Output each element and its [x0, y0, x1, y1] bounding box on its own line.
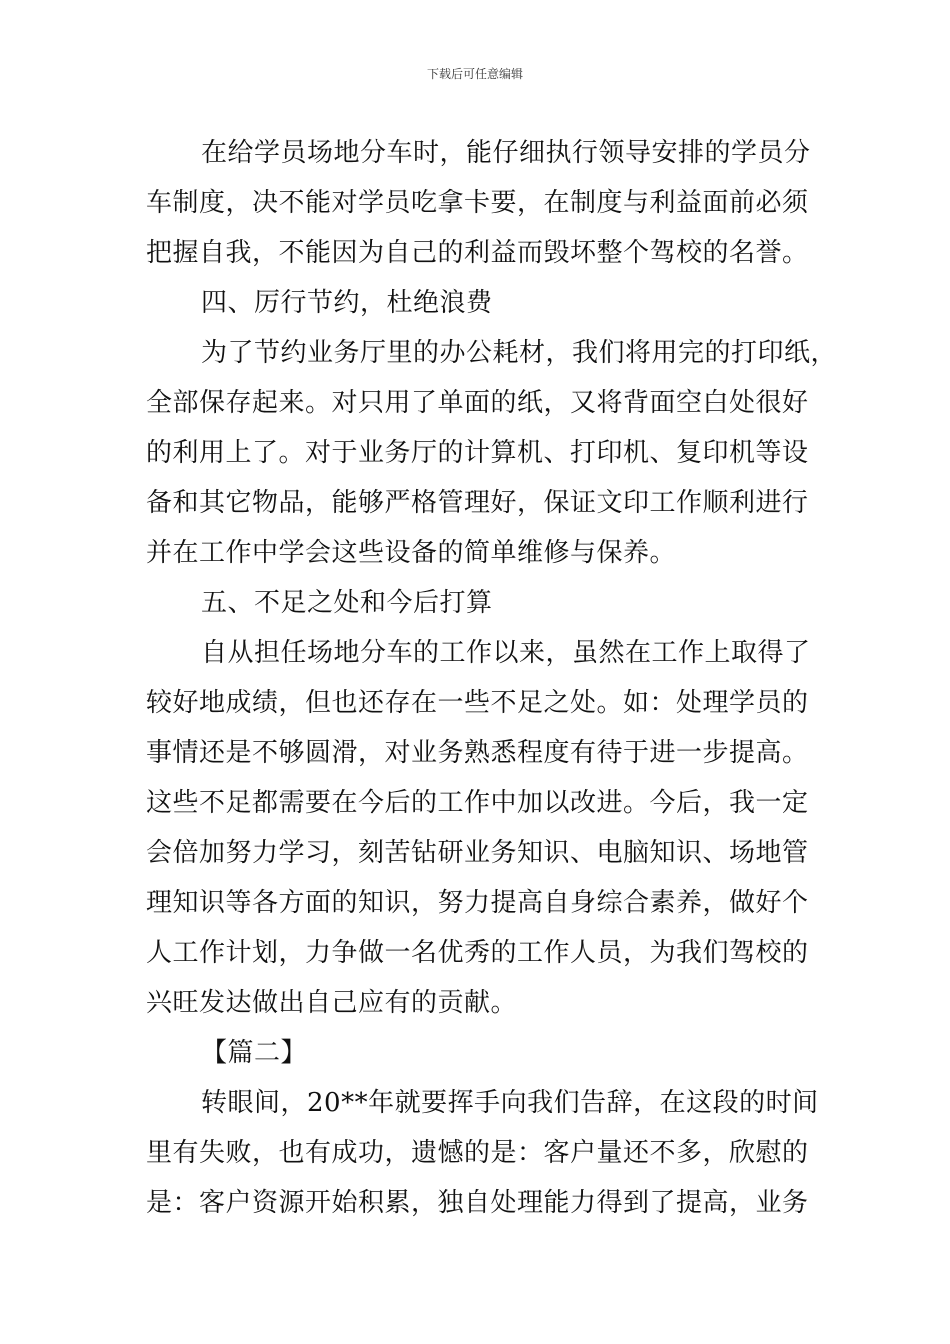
paragraph-line: 兴旺发达做出自己应有的贡献。: [146, 988, 518, 1018]
paragraph-line: 会倍加努力学习，刻苦钻研业务知识、电脑知识、场地管: [146, 838, 809, 868]
paragraph-line: 的利用上了。对于业务厅的计算机、打印机、复印机等设: [146, 438, 809, 468]
paragraph-line: 为了节约业务厅里的办公耗材，我们将用完的打印纸，: [201, 338, 838, 368]
document-body: [146, 128, 838, 1228]
paragraph-line: 理知识等各方面的知识，努力提高自身综合素养，做好个: [146, 888, 809, 918]
paragraph-line: 是：客户资源开始积累，独自处理能力得到了提高，业务: [146, 1188, 809, 1218]
paragraph-line: 事情还是不够圆滑，对业务熟悉程度有待于进一步提高。: [146, 738, 809, 768]
paragraph-line: 自从担任场地分车的工作以来，虽然在工作上取得了: [201, 638, 811, 668]
paragraph-line: 转眼间，20**年就要挥手向我们告辞，在这段的时间: [201, 1088, 819, 1118]
paragraph-line: 车制度，决不能对学员吃拿卡要，在制度与利益面前必须: [146, 188, 809, 218]
page-header: 下载后可任意编辑: [426, 67, 523, 81]
paragraph-line: 把握自我，不能因为自己的利益而毁坏整个驾校的名誉。: [146, 238, 809, 268]
paragraph-line: 里有失败，也有成功，遗憾的是：客户量还不多，欣慰的: [146, 1138, 809, 1168]
paragraph-line: 较好地成绩，但也还存在一些不足之处。如：处理学员的: [146, 688, 809, 718]
paragraph-line: 人工作计划，力争做一名优秀的工作人员，为我们驾校的: [146, 938, 809, 968]
paragraph-line: 并在工作中学会这些设备的简单维修与保养。: [146, 538, 677, 568]
section-heading: 四、厉行节约，杜绝浪费: [201, 288, 493, 318]
paragraph-line: 备和其它物品，能够严格管理好，保证文印工作顺利进行: [146, 488, 809, 518]
section-heading: 【篇二】: [201, 1038, 308, 1068]
paragraph-line: 这些不足都需要在今后的工作中加以改进。今后，我一定: [146, 788, 809, 818]
paragraph-line: 在给学员场地分车时，能仔细执行领导安排的学员分: [201, 138, 811, 168]
section-heading: 五、不足之处和今后打算: [201, 588, 493, 618]
paragraph-line: 全部保存起来。对只用了单面的纸，又将背面空白处很好: [146, 388, 809, 418]
